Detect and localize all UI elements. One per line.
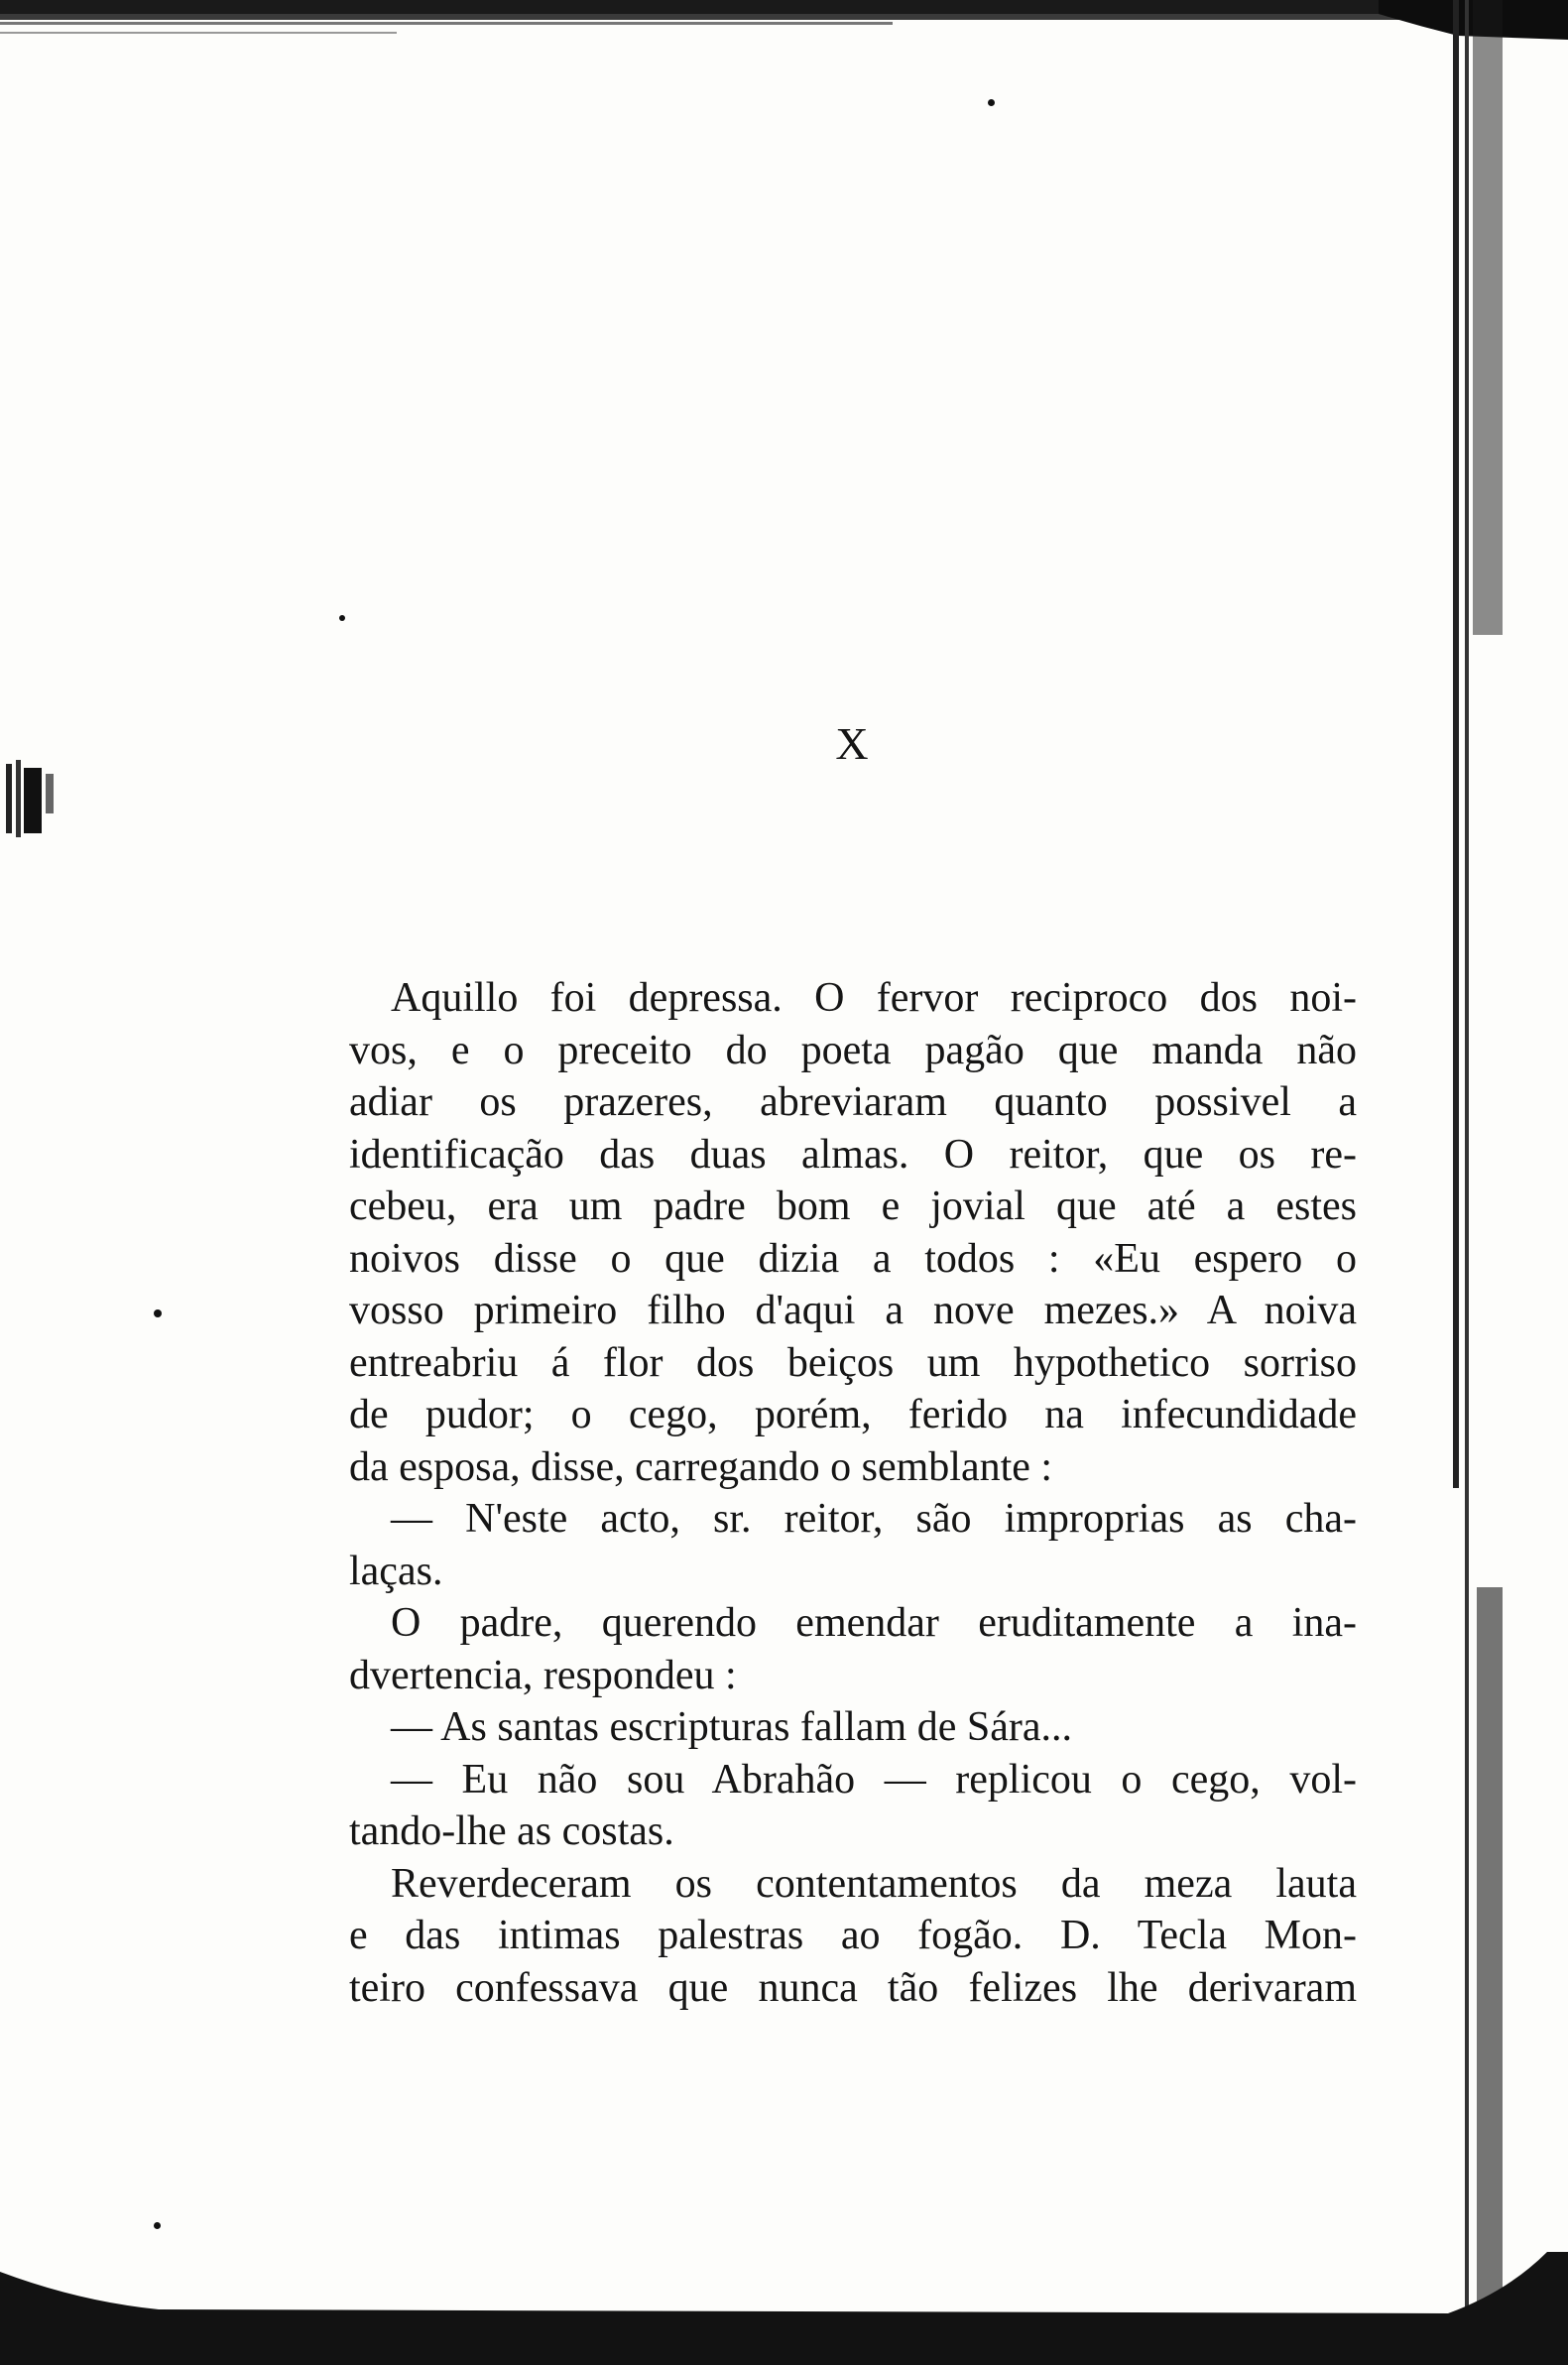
scan-edge-right: [1443, 0, 1503, 2365]
scan-speck: [339, 615, 345, 621]
text-line: cebeu, era um padre bom e jovial que até a estes: [349, 1183, 1357, 1229]
text-line: adiar os prazeres, abreviaram quanto possivel a: [349, 1079, 1357, 1125]
text-line: entreabriu á flor dos beiços um hypothetico sorriso: [349, 1339, 1357, 1386]
text-line: teiro confessava que nunca tão felizes lhe derivaram: [349, 1964, 1357, 2011]
scan-edge-top: [0, 0, 1568, 40]
text-line: — As santas escripturas fallam de Sára...: [391, 1704, 1072, 1750]
scan-speck: [154, 1309, 162, 1317]
text-line: noivos disse o que dizia a todos : «Eu espero o: [349, 1235, 1357, 1282]
text-line: dvertencia, respondeu :: [349, 1652, 737, 1698]
text-line: laças.: [349, 1548, 443, 1594]
text-line: e das intimas palestras ao fogão. D. Tecla Mon-: [349, 1913, 1357, 1958]
text-line: identificação das duas almas. O reitor, que os re-: [349, 1131, 1357, 1178]
text-line: — N'este acto, sr. reitor, são improprias as cha-: [391, 1496, 1357, 1542]
scan-speck: [154, 2222, 161, 2229]
text-line: — Eu não sou Abrahão — replicou o cego, vol-: [391, 1756, 1357, 1803]
text-line: Aquillo foi depressa. O fervor reciproco dos noi-: [391, 975, 1357, 1021]
text-line: O padre, querendo emendar eruditamente a ina-: [391, 1600, 1357, 1646]
text-line: tando-lhe as costas.: [349, 1808, 674, 1854]
text-line: vos, e o preceito do poeta pagão que manda não: [349, 1027, 1357, 1073]
text-line: Reverdeceram os contentamentos da meza lauta: [391, 1860, 1357, 1907]
text-line: de pudor; o cego, porém, ferido na infecundidade: [349, 1392, 1357, 1437]
text-line: da esposa, disse, carregando o semblante :: [349, 1443, 1053, 1490]
body-text: [349, 972, 1357, 2014]
scan-edge-bottom: [0, 2252, 1568, 2365]
scan-mark-left: [0, 754, 99, 843]
scan-speck: [988, 99, 995, 106]
text-line: vosso primeiro filho d'aqui a nove mezes.» A noiva: [349, 1288, 1357, 1333]
chapter-heading: X: [835, 718, 871, 769]
